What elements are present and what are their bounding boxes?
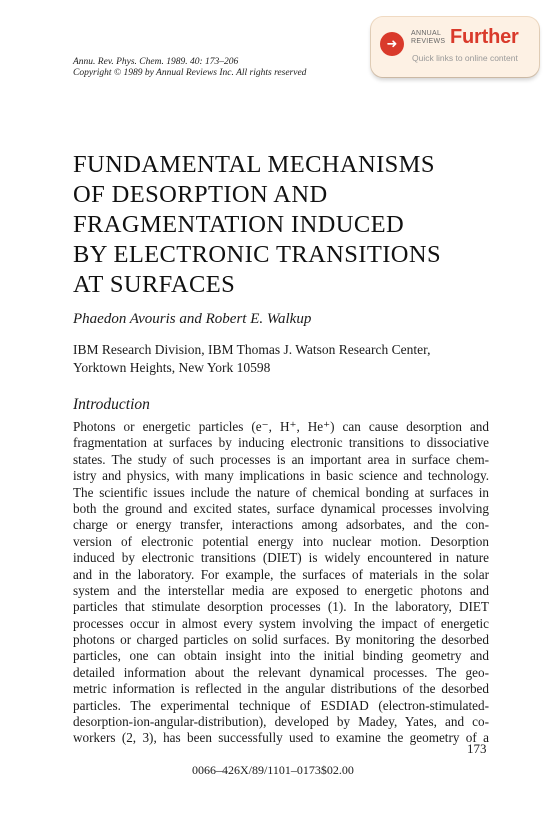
body-text-line: both the ground and excited states, surface dynamical processes involving <box>73 500 489 516</box>
body-text-line: desorption-ion-angular-distribution), developed by Madey, Yates, and co- <box>73 714 489 730</box>
body-text-line: Photons or energetic particles (e⁻, H⁺, He⁺) can cause desorption and <box>73 419 489 434</box>
body-text-line: fragmentation at surfaces by inducing electronic transitions to dissociative <box>73 435 489 451</box>
affiliation-line: Yorktown Heights, New York 10598 <box>73 359 271 375</box>
body-text-line: processes occur in almost every system involving the impact of energetic <box>73 615 489 631</box>
body-text-line: induced by electronic transitions (DIET) is widely encountered in nature <box>73 550 489 566</box>
badge-subtitle: Quick links to online content <box>412 53 518 63</box>
badge-further-label: Further <box>450 26 519 48</box>
annual-reviews-wordmark <box>411 30 445 46</box>
affiliation-line: IBM Research Division, IBM Thomas J. Watson Research Center, <box>73 342 431 357</box>
further-links-badge[interactable] <box>371 17 539 77</box>
title-line: FRAGMENTATION INDUCED <box>73 211 405 238</box>
body-text-line: The scientific issues include the nature of chemical bonding at surfaces in <box>73 484 489 500</box>
body-text-line: particles that stimulate desorption processes (1). In the laboratory, DIET <box>73 599 489 615</box>
body-text-line: detailed information about the relevant dynamical processes. The geo- <box>73 664 489 680</box>
body-text-line: workers (2, 3), has been successfully used to examine the geometry of a <box>73 730 489 746</box>
title-line: BY ELECTRONIC TRANSITIONS <box>73 241 441 268</box>
body-text-line: particles. The experimental technique of ESDIAD (electron-stimulated- <box>73 697 489 713</box>
title-line: FUNDAMENTAL MECHANISMS <box>73 151 435 178</box>
author-names: Phaedon Avouris and Robert E. Walkup <box>73 311 312 327</box>
annual-reviews-logo-icon: ➜ <box>380 32 404 56</box>
body-text-line: charge or energy transfer, interactions among adsorbates, and the con- <box>73 517 489 533</box>
article-title <box>73 150 441 300</box>
article-code-footer: 0066–426X/89/1101–0173$02.00 <box>192 763 354 777</box>
introduction-body <box>73 419 489 747</box>
body-text-line: particles, one can obtain insight into the initial binding geometry and <box>73 648 489 664</box>
badge-reviews-word: REVIEWS <box>411 38 446 45</box>
body-text-line: metric information is reflected in the angular distributions of the desorbed <box>73 681 489 697</box>
journal-citation: Annu. Rev. Phys. Chem. 1989. 40: 173–206 <box>73 57 239 67</box>
body-text-line: photons or charged particles on solid surfaces. By monitoring the desorbed <box>73 632 489 648</box>
section-heading-introduction: Introduction <box>73 396 150 413</box>
page-number: 173 <box>467 741 487 756</box>
author-affiliation <box>73 341 430 376</box>
body-text-line: and in the laboratory. For example, the surfaces of materials in the solar <box>73 566 489 582</box>
title-line: OF DESORPTION AND <box>73 181 328 208</box>
body-text-line: istry and physics, with many implications in basic science and technology. <box>73 468 489 484</box>
title-line: AT SURFACES <box>73 271 236 298</box>
badge-annual-word: ANNUAL <box>411 30 442 37</box>
body-text-line: states. The study of such processes is an important area in surface chem- <box>73 451 489 467</box>
copyright-notice: Copyright © 1989 by Annual Reviews Inc. All rights reserved <box>73 68 307 78</box>
body-text-line: version of electronic potential energy into nuclear motion. Desorption <box>73 533 489 549</box>
body-text-line: system and the interstellar media are exposed to energetic photons and <box>73 582 489 598</box>
